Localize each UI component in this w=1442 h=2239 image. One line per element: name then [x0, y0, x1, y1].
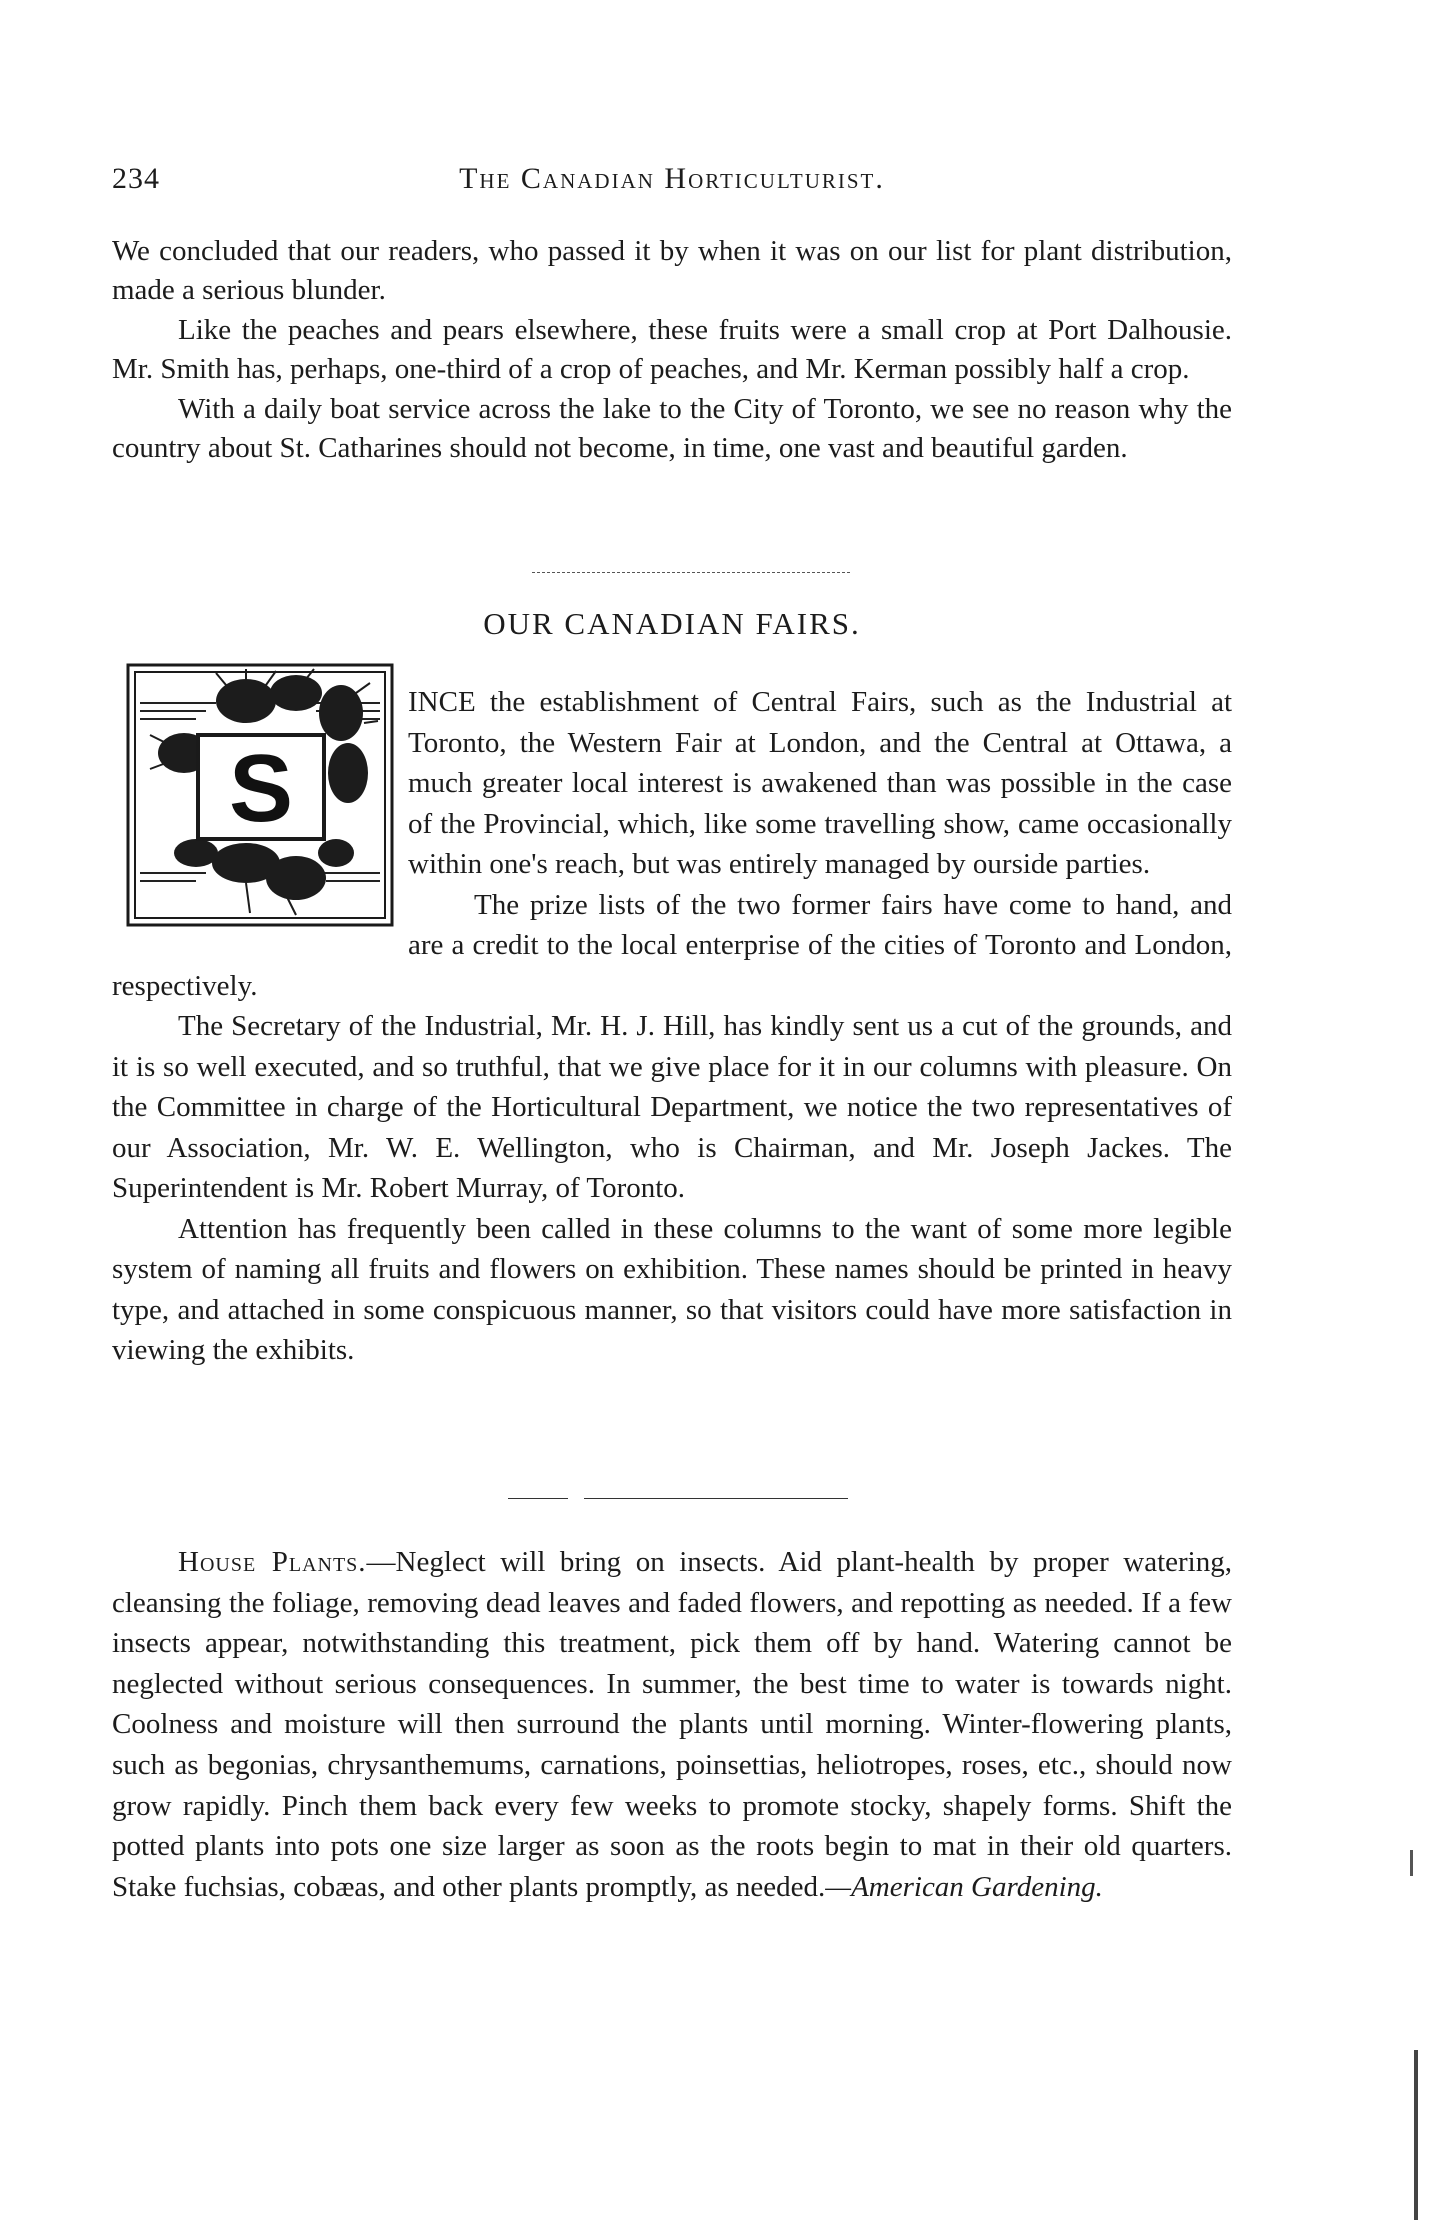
fairs-section [112, 682, 1232, 1371]
initial-float-space [112, 682, 408, 940]
section-divider [508, 1498, 568, 1499]
fairs-paragraph: Attention has frequently been called in these columns to the want of some more legible system of naming all fruits and flowers on exhibition. These names should be printed in heavy type, and attached in some conspicuous manner, so that visitors could have more satisfaction in viewing the exhibits. [112, 1212, 1232, 1366]
intro-paragraph: Like the peaches and pears elsewhere, these fruits were a small crop at Port Dalhousie. Mr. Smith has, perhaps, one-third of a crop of peaches, and Mr. Kerman possibly half a crop. [112, 313, 1232, 386]
page-number: 234 [112, 162, 160, 195]
page-header [112, 162, 1232, 206]
house-plants-body: —Neglect will bring on insects. Aid plant-health by proper watering, cleansing the foliage, removing dead leaves and faded flowers, and repotting as needed. If a few insects appear, notwithstanding this treatment, pick them off by hand. Watering cannot be neglected without serious consequences. In summer, the best time to water is towards night. Coolness and moisture will then surround the plants until morning. Winter-flowering plants, such as begonias, chrysanthemums, carnations, poinsettias, heliotropes, roses, etc., should now grow rapidly. Pinch them back every few weeks to promote stocky, shapely forms. Shift the potted plants into pots one size larger as soon as the roots begin to mat in their old quarters. Stake fuchsias, cobæas, and other plants promptly, as needed. [112, 1546, 1232, 1903]
intro-paragraph: With a daily boat service across the lake to the City of Toronto, we see no reason why the country about St. Catharines should not become, in time, one vast and beautiful garden. [112, 392, 1232, 465]
intro-paragraph: We concluded that our readers, who passed it by when it was on our list for plant distribution, made a serious blunder. [112, 235, 1232, 307]
fairs-paragraph: The prize lists of the two former fairs have come to hand, and are a credit to the local enterprise of the cities of Toronto and London, respectively. [112, 888, 1232, 1002]
fairs-paragraph: INCE the establishment of Central Fairs, such as the Industrial at Toronto, the Western Fair at London, and the Central at Ottawa, a much greater local interest is awakened than was possible in the case of the Provincial, which, like some travelling show, came occasionally within one's reach, but was entirely managed by ourside parties. [408, 686, 1232, 880]
fairs-paragraph: The Secretary of the Industrial, Mr. H. J. Hill, has kindly sent us a cut of the grounds, and it is so well executed, and so truthful, that we give place for it in our columns with pleasure. On the Committee in charge of the Horticultural Department, we notice the two representatives of our Association, Mr. W. E. Wellington, who is Chairman, and Mr. Joseph Jackes. The Superintendent is Mr. Robert Murray, of Toronto. [112, 1010, 1232, 1204]
scan-mark [1410, 1850, 1413, 1876]
house-plants-paragraph [112, 1542, 1232, 1907]
running-title: The Canadian Horticulturist. [459, 162, 885, 195]
initial-letter: S [228, 735, 294, 842]
house-plants-section [112, 1542, 1232, 1907]
scan-mark [1414, 2050, 1418, 2220]
house-plants-source: —American Gardening. [825, 1870, 1103, 1903]
section-divider [584, 1498, 848, 1499]
intro-section [112, 232, 1232, 468]
house-plants-lead: House Plants. [178, 1546, 367, 1578]
section-title: OUR CANADIAN FAIRS. [483, 606, 861, 641]
section-divider [532, 572, 850, 573]
